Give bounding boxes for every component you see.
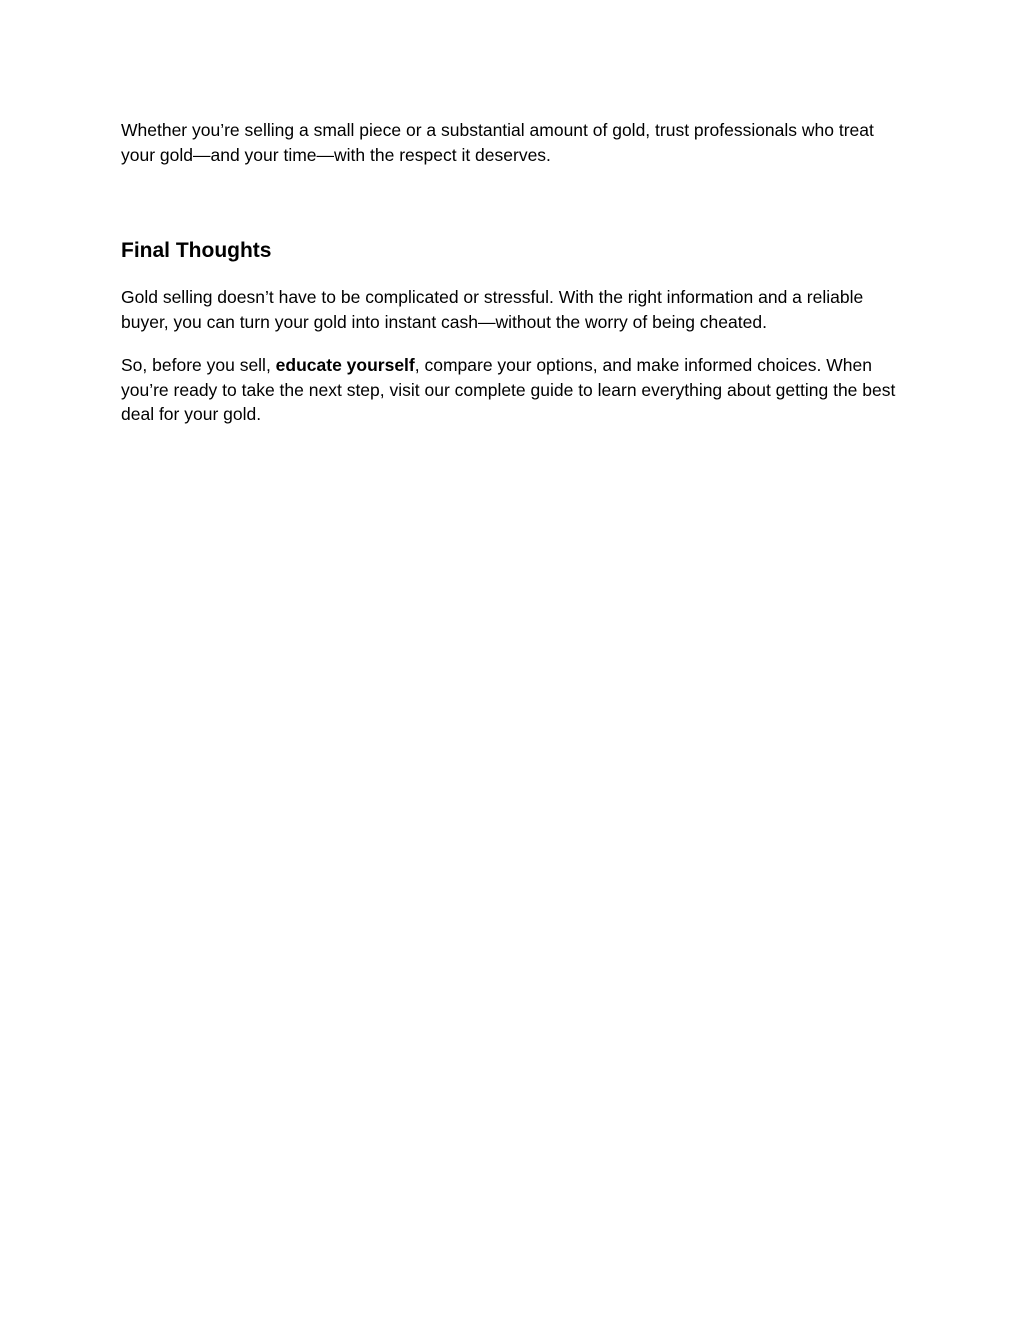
intro-paragraph: Whether you’re selling a small piece or a substantial amount of gold, trust professionals who treat your gold—and your time—with the respect it deserves. xyxy=(121,120,874,165)
document-page xyxy=(121,118,911,427)
final-thoughts-paragraph-2 xyxy=(121,353,911,427)
paragraph-2-text-start: So, before you sell, xyxy=(121,355,276,375)
paragraph-2-bold-text: educate yourself xyxy=(275,355,415,375)
section-heading: Final Thoughts xyxy=(121,239,272,262)
final-thoughts-paragraph-1: Gold selling doesn’t have to be complicated or stressful. With the right information and a reliable buyer, you can turn your gold into instant cash—without the worry of being cheated. xyxy=(121,287,864,332)
paragraph-2-text-end: , compare your options, and make informed choices. When you’re ready to take the next step, visit our complete guide to learn everything about getting the best deal for your gold. xyxy=(121,355,896,424)
